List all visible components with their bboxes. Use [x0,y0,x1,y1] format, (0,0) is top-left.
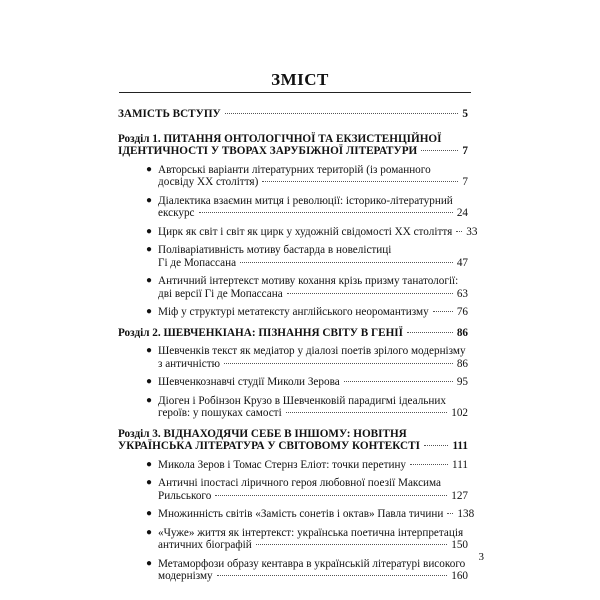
toc-page-number: 95 [456,376,468,388]
toc-page-number: 63 [456,287,468,300]
bullet-icon: ● [146,225,153,237]
title-divider [119,92,471,93]
toc-page-number: 111 [452,440,468,452]
toc-item-line: Античний інтертекст мотиву кохання крізь призму танатології: [158,275,459,287]
bullet-icon: ● [146,508,153,519]
dot-leader [433,311,453,312]
toc-item [118,459,468,472]
section-heading-line: Розділ 2. ШЕВЧЕНКІАНА: ПІЗНАННЯ СВІТУ В ГЕНІЇ [118,326,403,339]
toc-item [118,477,468,502]
toc-item [118,244,468,269]
bullet-icon: ● [146,557,153,569]
dot-leader [424,445,449,446]
dot-leader [286,412,448,413]
toc-section-3 [118,428,468,453]
toc-page-number: 33 [466,225,478,238]
bullet-icon: ● [146,376,153,387]
toc-item [118,558,468,583]
section-heading-line: Розділ 1. ПИТАННЯ ОНТОЛОГІЧНОЇ ТА ЕКЗИСТЕНЦІЙНОЇ [118,132,442,145]
toc-item [118,195,468,220]
toc-item-line: дві версії Гі де Мопассана [158,287,283,300]
toc-item [118,527,468,552]
toc-item-line: екскурс [158,207,195,219]
toc-page-number: 150 [451,539,468,551]
toc-item [118,376,468,389]
toc-item-line: Поліваріативність мотиву бастарда в новелістиці [158,244,392,256]
toc-item [118,345,468,370]
bullet-icon: ● [146,477,153,488]
toc-item [118,508,475,521]
section-heading-line: ІДЕНТИЧНОСТІ У ТВОРАХ ЗАРУБІЖНОЇ ЛІТЕРАТУРИ [118,145,418,157]
dot-leader [344,381,453,382]
bullet-icon: ● [146,458,153,470]
toc-item-line: Міф у структурі метатексту англійського неоромантизму [158,306,429,318]
bullet-icon: ● [146,194,153,206]
page-number: 3 [478,551,484,563]
bullet-icon: ● [146,306,153,317]
toc-page-number: 160 [451,570,468,582]
dot-leader [456,231,462,232]
dot-leader [224,363,453,364]
toc-item [118,164,468,189]
section-heading-line: Розділ 3. ВІДНАХОДЯЧИ СЕБЕ В ІНШОМУ: НОВІТНЯ [118,427,407,440]
toc-item-line: «Чуже» життя як інтертекст: українська поетична інтерпретація [158,526,464,539]
toc-item-line: Множинність світів «Замість сонетів і октав» Павла тичини [158,508,444,520]
toc-item-line: Шевченків текст як медіатор у діалозі поетів зрілого модернізму [158,345,466,357]
toc-page-number: 7 [462,145,468,157]
toc-page-number: 127 [451,489,468,502]
toc-page-number: 7 [462,176,468,188]
toc-page-number: 47 [456,256,468,269]
toc-page-number: 86 [456,357,468,370]
dot-leader [262,181,458,182]
dot-leader [447,513,453,514]
toc-page-number: 24 [456,207,468,219]
toc-item-line: модернізму [158,570,213,582]
bullet-icon: ● [146,244,153,255]
toc-page-number: 102 [451,407,468,419]
toc-item-line: Рильського [158,489,212,502]
toc-item-line: Античні іпостасі ліричного героя любовної поезії Максима [158,477,441,489]
toc-item-line: Цирк як світ і світ як цирк у художній свідомості ХХ століття [158,225,453,238]
toc-item [118,395,468,420]
toc-intro [118,108,468,121]
toc-section-1 [118,133,468,158]
dot-leader [256,544,448,545]
toc-item-line: Діоген і Робінзон Крузо в Шевченковій парадигмі ідеальних [158,394,446,407]
dot-leader [287,293,453,294]
dot-leader [410,464,448,465]
toc-page-number: 138 [457,508,475,520]
bullet-icon: ● [146,526,153,538]
toc-item-line: Гі де Мопассана [158,256,237,269]
dot-leader [407,332,453,333]
table-of-contents [118,108,478,589]
bullet-icon: ● [146,275,153,286]
toc-item-line: Авторські варіанти літературних територій (із романного [158,163,431,176]
dot-leader [215,495,447,496]
toc-item-line: з античністю [158,357,220,370]
toc-section-2 [118,327,468,340]
section-heading-line: УКРАЇНСЬКА ЛІТЕРАТУРА У СВІТОВОМУ КОНТЕКСТІ [118,440,420,452]
dot-leader [225,113,459,114]
toc-item-line: Шевченкознавчі студії Миколи Зерова [158,376,340,388]
toc-page-number: 5 [462,108,468,120]
page-title: ЗМІСТ [271,70,329,89]
toc-page-number: 86 [456,326,468,339]
bullet-icon: ● [146,394,153,406]
toc-intro-text: ЗАМІСТЬ ВСТУПУ [118,108,221,120]
toc-page-number: 76 [456,306,468,318]
toc-item-line: Метаморфози образу кентавра в українській літературі високого [158,557,466,570]
toc-item [118,225,478,239]
dot-leader [421,150,458,151]
toc-item-line: досвіду ХХ століття) [158,176,259,188]
toc-item-line: античних біографій [158,539,252,551]
toc-item [118,275,468,300]
dot-leader [240,262,453,263]
toc-item-line: Микола Зеров і Томас Стернз Еліот: точки перетину [158,458,407,471]
dot-leader [217,575,448,576]
bullet-icon: ● [146,345,153,356]
toc-item-line: Діалектика взаємин митця і революції: історико-літературний [158,194,453,207]
toc-item [118,306,468,319]
toc-page-number: 111 [452,458,468,471]
toc-item-line: героїв: у пошуках самості [158,407,282,419]
bullet-icon: ● [146,163,153,175]
dot-leader [199,212,453,213]
